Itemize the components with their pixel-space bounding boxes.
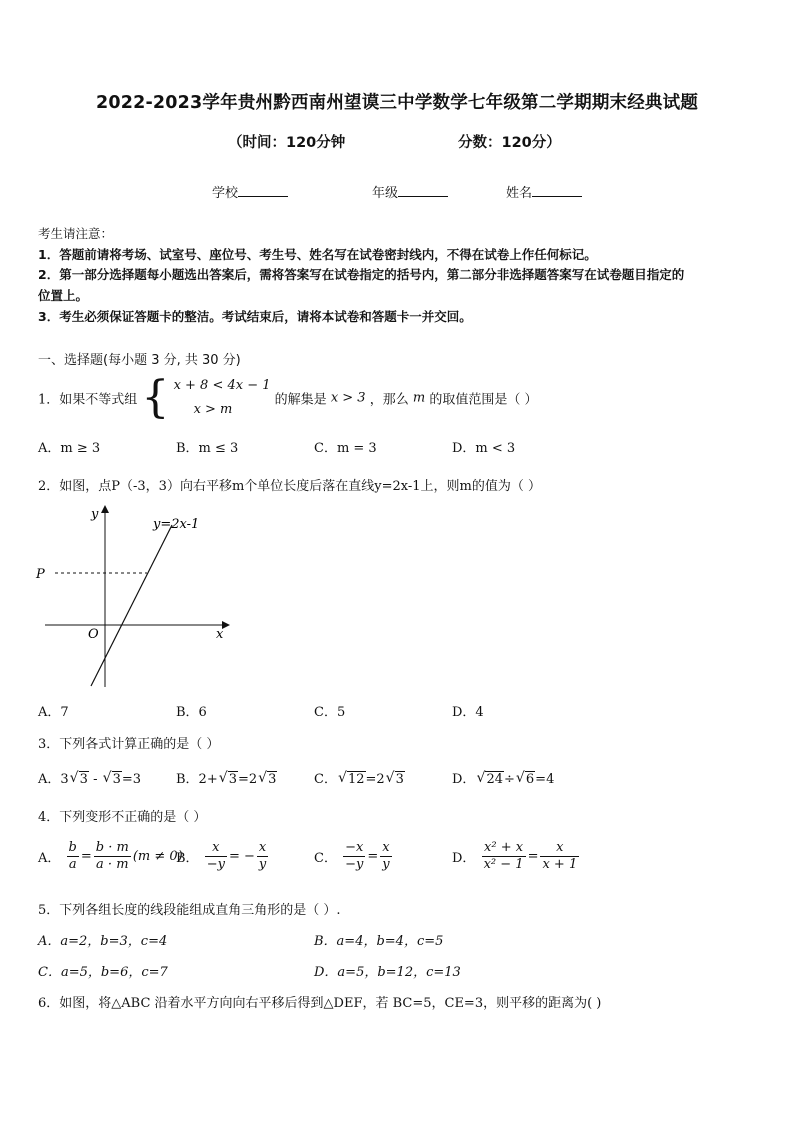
notice-item-3: 3．考生必须保证答题卡的整洁。考试结束后，请将本试卷和答题卡一并交回。 xyxy=(38,309,472,324)
question-2: 2．如图，点P（-3，3）向右平移m个单位长度后落在直线y=2x-1上，则m的值为（ ） xyxy=(38,479,542,494)
q5-option-c[interactable]: C．a=5，b=6，c=7 xyxy=(38,965,168,980)
q2-option-a[interactable]: A．7 xyxy=(38,705,69,720)
notice-heading: 考生请注意： xyxy=(38,226,114,241)
question-3: 3．下列各式计算正确的是（ ） xyxy=(38,737,220,752)
notice-item-1: 1．答题前请将考场、试室号、座位号、考生号、姓名写在试卷密封线内，不得在试卷上作任何标记。 xyxy=(38,247,597,262)
q1-option-b[interactable]: B．m ≤ 3 xyxy=(176,441,239,456)
grade-field: 年级 xyxy=(372,182,448,201)
exam-title: 2022-2023学年贵州黔西南州望谟三中学数学七年级第二学期期末经典试题 xyxy=(95,93,699,113)
name-field: 姓名 xyxy=(506,182,582,201)
origin-label: O xyxy=(88,627,99,642)
brace-icon: { xyxy=(141,372,170,423)
q1-option-c[interactable]: C．m = 3 xyxy=(314,441,377,456)
exam-score: 分数：120分） xyxy=(458,135,561,151)
q2-graph xyxy=(30,500,240,695)
school-blank[interactable] xyxy=(238,183,288,197)
q3-option-c[interactable]: C．√ 12=2√ 3 xyxy=(314,768,405,787)
q3-option-d[interactable]: D．√ 24÷√ 6=4 xyxy=(452,768,554,787)
question-5: 5．下列各组长度的线段能组成直角三角形的是（ ）. xyxy=(38,903,341,918)
q3-option-a[interactable]: A．3√ 3 - √ 3=3 xyxy=(38,768,141,787)
q4-option-c[interactable]: C． $\frac{-x}{-y}$ = $\frac{x}{y}$ xyxy=(314,840,390,872)
question-1: 1．如果不等式组 { x + 8 < 4x − 1 x > m 的解集是 x > 3 ，那么 m 的取值范围是（ ） xyxy=(38,372,538,423)
q4-option-b[interactable]: B． $\frac{x}{-y}$ = − $\frac{x}{y}$ xyxy=(176,840,267,872)
q5-option-d[interactable]: D．a=5，b=12，c=13 xyxy=(314,965,461,980)
q2-option-d[interactable]: D．4 xyxy=(452,705,484,720)
notice-item-2: 2．第一部分选择题每小题选出答案后，需将答案写在试卷指定的括号内，第二部分非选择题答案写在试卷题目指定的 xyxy=(38,267,685,282)
q5-option-b[interactable]: B．a=4，b=4，c=5 xyxy=(314,934,444,949)
y-axis-arrow-icon xyxy=(101,505,109,513)
section-heading: 一、选择题(每小题 3 分, 共 30 分) xyxy=(38,353,241,368)
y-label: y xyxy=(91,507,99,522)
question-4: 4．下列变形不正确的是（ ） xyxy=(38,810,207,825)
question-6: 6．如图，将△ABC 沿着水平方向向右平移后得到△DEF，若 BC=5，CE=3，则平移的距离为( ) xyxy=(38,996,602,1011)
q3-option-b[interactable]: B．2+√ 3=2√ 3 xyxy=(176,768,277,787)
q2-option-b[interactable]: B．6 xyxy=(176,705,207,720)
q4-option-a[interactable]: A． $\frac{b}{a}$ = $\frac{b \cdot m}{a \cdot m}$ (m ≠ 0) xyxy=(38,840,183,872)
line-label: y=2x-1 xyxy=(153,517,200,532)
school-field: 学校 xyxy=(212,182,288,201)
line-y-2x-1 xyxy=(91,525,172,686)
q4-option-d[interactable]: D． $\frac{\text{x² + x}}{\text{x² − 1}}$ = $\frac{x}{x + 1}$ xyxy=(452,840,578,872)
q2-option-c[interactable]: C．5 xyxy=(314,705,346,720)
name-blank[interactable] xyxy=(532,183,582,197)
notice-item-2-cont: 位置上。 xyxy=(38,288,89,303)
x-label: x xyxy=(216,627,224,642)
point-p-label: P xyxy=(36,567,45,582)
grade-blank[interactable] xyxy=(398,183,448,197)
q5-option-a[interactable]: A．a=2，b=3，c=4 xyxy=(38,934,168,949)
exam-time: （时间：120分钟 xyxy=(228,135,346,151)
q1-option-d[interactable]: D．m < 3 xyxy=(452,441,516,456)
q1-option-a[interactable]: A．m ≥ 3 xyxy=(38,441,101,456)
